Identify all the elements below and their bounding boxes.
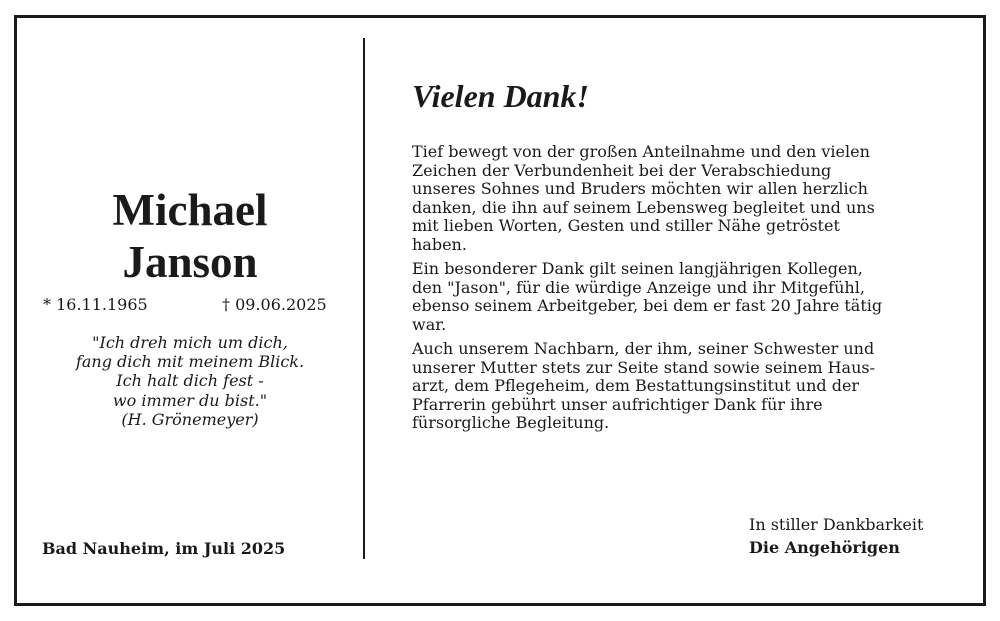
quote xyxy=(17,333,363,429)
quote-attribution: (H. Grönemeyer) xyxy=(121,409,259,429)
thanks-heading: Vielen Dank! xyxy=(412,78,589,114)
text-line: ebenso seinem Arbeitgeber, bei dem er fast 20 Jahre tätig xyxy=(412,296,883,315)
closing-line: In stiller Dankbarkeit xyxy=(749,515,924,534)
obituary-card xyxy=(14,15,986,606)
last-name: Janson xyxy=(122,237,258,287)
quote-line: "Ich dreh mich um dich, xyxy=(92,333,288,352)
place-date: Bad Nauheim, im Juli 2025 xyxy=(42,539,286,558)
text-line: mit lieben Worten, Gesten und stiller Nähe getröstet xyxy=(412,216,840,235)
text-line: war. xyxy=(412,314,447,334)
quote-line: fang dich mit meinem Blick. xyxy=(75,352,305,372)
death-date: † 09.06.2025 xyxy=(222,295,327,314)
paragraph xyxy=(412,260,972,334)
text-line: unserer Mutter stets zur Seite stand sowie seinem Haus- xyxy=(412,357,875,377)
first-name: Michael xyxy=(112,185,268,235)
text-line: arzt, dem Pflegeheim, dem Bestattungsinstitut und der xyxy=(412,376,860,395)
text-line: Ein besonderer Dank gilt seinen langjährigen Kollegen, xyxy=(412,259,863,278)
paragraph xyxy=(412,340,972,433)
text-line: den "Jason", für die würdige Anzeige und ihr Mitgefühl, xyxy=(412,277,865,297)
quote-line: wo immer du bist." xyxy=(112,390,268,410)
text-line: unseres Sohnes und Bruders möchten wir allen herzlich xyxy=(412,179,868,198)
thanks-body xyxy=(412,143,972,439)
birth-date: * 16.11.1965 xyxy=(43,295,148,314)
paragraph xyxy=(412,143,972,254)
quote-line: Ich halt dich fest - xyxy=(116,371,264,391)
text-line: haben. xyxy=(412,234,467,254)
left-panel xyxy=(17,18,363,603)
text-line: fürsorgliche Begleitung. xyxy=(412,413,610,432)
signoff: Die Angehörigen xyxy=(749,538,900,557)
text-line: Tief bewegt von der großen Anteilnahme und den vielen xyxy=(412,142,870,161)
text-line: Auch unserem Nachbarn, der ihm, seiner Schwester und xyxy=(412,339,875,358)
vertical-divider xyxy=(363,38,365,559)
closing xyxy=(749,513,923,559)
text-line: Pfarrerin gebührt unser aufrichtiger Dank für ihre xyxy=(412,394,823,414)
text-line: danken, die ihn auf seinem Lebensweg begleitet und uns xyxy=(412,197,875,217)
text-line: Zeichen der Verbundenheit bei der Verabschiedung xyxy=(412,160,832,180)
